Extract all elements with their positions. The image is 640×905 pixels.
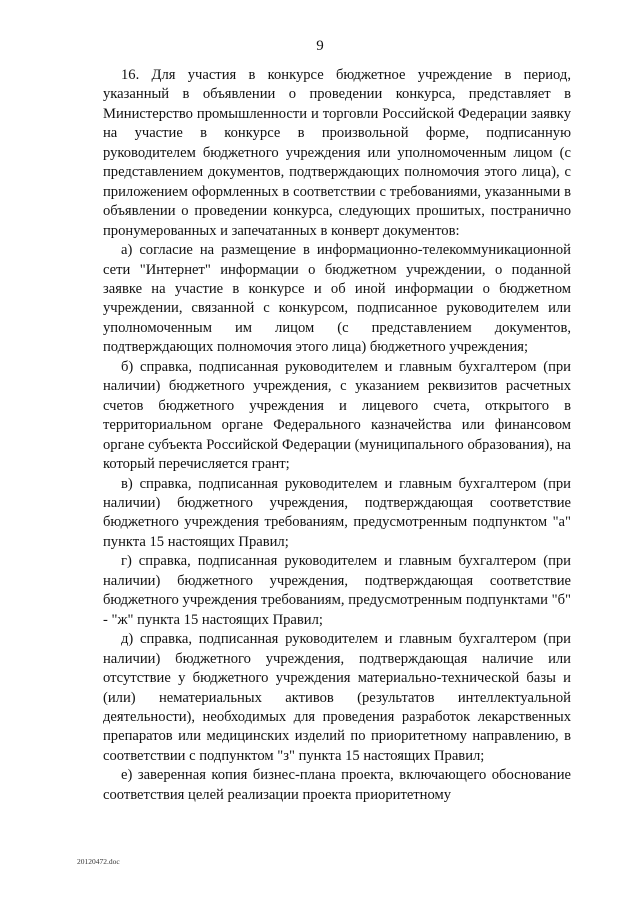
paragraph-b: б) справка, подписанная руководителем и главным бухгалтером (при наличии) бюджетного учреждения, с указанием реквизитов расчетных счетов бюджетного учреждения и лицевого счета, открытого в территориальном органе Федерального казначейства или финансовом органе субъекта Российской Федерации (муниципального образования), на который перечисляется грант;: [103, 358, 571, 473]
paragraph-e: е) заверенная копия бизнес-плана проекта, включающего обоснование соответствия целей реализации проекта приоритетному: [103, 767, 571, 803]
paragraph-d: д) справка, подписанная руководителем и главным бухгалтером (при наличии) бюджетного учреждения, подтверждающая наличие или отсутствие у бюджетного учреждения материально-технической базы и (или) нематериальных активов (результатов интеллектуальной деятельности), необходимых для проведения разработок лекарственных препаратов или медицинских изделий по приоритетному направлению, в соответствии с подпунктом "з" пункта 15 настоящих Правил;: [103, 631, 571, 764]
paragraph-16: 16. Для участия в конкурсе бюджетное учреждение в период, указанный в объявлении о проведении конкурса, представляет в Министерство промышленности и торговли Российской Федерации заявку на участие в конкурсе в произвольной форме, подписанную руководителем бюджетного учреждения или уполномоченным лицом (с представлением документов, подтверждающих полномочия этого лица), с приложением оформленных в соответствии с требованиями, указанными в объявлении о проведении конкурса, следующих прошитых, постранично пронумерованных и запечатанных в конверт документов:: [103, 67, 571, 239]
paragraph-v: в) справка, подписанная руководителем и главным бухгалтером (при наличии) бюджетного учреждения, подтверждающая соответствие бюджетного учреждения требованиям, предусмотренным подпунктом "а" пункта 15 настоящих Правил;: [103, 475, 571, 550]
page-number: 9: [316, 38, 324, 54]
paragraph-g: г) справка, подписанная руководителем и главным бухгалтером (при наличии) бюджетного учреждения, подтверждающая соответствие бюджетного учреждения требованиям, предусмотренным подпунктами "б" - "ж" пункта 15 настоящих Правил;: [103, 553, 571, 628]
file-name-footer: 20120472.doc: [77, 857, 120, 866]
paragraph-a: а) согласие на размещение в информационно-телекоммуникационной сети "Интернет" информации о бюджетном учреждении, о поданной заявке на участие в конкурсе и об иной информации о бюджетном учреждении, связанной с конкурсом, подписанное руководителем или уполномоченным им лицом (с представлением документов, подтверждающих полномочия этого лица) бюджетного учреждения;: [103, 242, 571, 356]
document-body: [103, 66, 571, 805]
